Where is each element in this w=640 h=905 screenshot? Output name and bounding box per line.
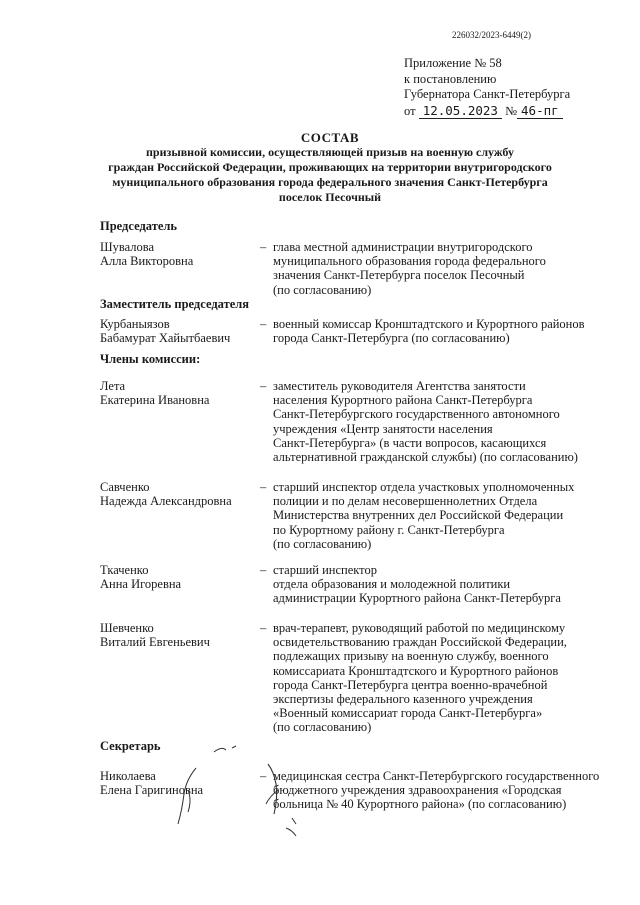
- person-position: [273, 480, 574, 551]
- position-line: врач-терапевт, руководящий работой по медицинскому: [273, 621, 566, 635]
- position-line: Санкт-Петербургского государственного автономного: [273, 407, 560, 422]
- person-position: [273, 240, 546, 297]
- person-name: [100, 317, 230, 345]
- date-prefix: от: [404, 103, 416, 118]
- appendix-line-2: к постановлению: [404, 71, 497, 86]
- position-line: альтернативной гражданской службы) (по согласованию): [273, 450, 578, 465]
- surname: Курбаныязов: [100, 317, 170, 331]
- title-heading: СОСТАВ: [300, 130, 360, 145]
- position-line: заместитель руководителя Агентства занятости: [273, 379, 526, 393]
- position-line: старший инспектор отдела участковых уполномоченных: [273, 480, 575, 494]
- position-line: больница № 40 Курортного района» (по согласованию): [273, 797, 567, 812]
- position-line: старший инспектор: [273, 563, 377, 577]
- appendix-line-1: Приложение № 58: [404, 56, 502, 70]
- given-names: Анна Игоревна: [100, 577, 182, 592]
- person-position: [273, 317, 585, 345]
- section-secretary: Секретарь: [100, 739, 161, 753]
- number-prefix: №: [505, 103, 518, 118]
- dash: –: [260, 240, 267, 254]
- position-line: экспертизы федерального казенного учреждения: [273, 692, 533, 707]
- position-line: военный комиссар Кронштадтского и Курортного районов: [273, 317, 585, 331]
- given-names: Бабамурат Хайытбаевич: [100, 331, 231, 346]
- person-position: [273, 769, 599, 812]
- position-line: администрации Курортного района Санкт-Петербурга: [273, 591, 561, 606]
- surname: Шувалова: [100, 240, 155, 254]
- person-position: [273, 621, 567, 735]
- given-names: Виталий Евгеньевич: [100, 635, 210, 650]
- dash: –: [260, 480, 267, 494]
- person-name: [100, 563, 181, 591]
- decree-date: 12.05.2023: [419, 103, 502, 119]
- document-number: 226032/2023-6449(2): [452, 30, 531, 40]
- given-names: Алла Викторовна: [100, 254, 194, 269]
- person-name: [100, 379, 209, 407]
- title-line-4: поселок Песочный: [278, 190, 382, 204]
- position-line: подлежащих призыву на военную службу, военного: [273, 649, 549, 664]
- position-line: (по согласованию): [273, 720, 372, 735]
- person-name: [100, 769, 203, 797]
- surname: Николаева: [100, 769, 156, 783]
- position-line: глава местной администрации внутригородского: [273, 240, 533, 254]
- person-name: [100, 621, 210, 649]
- person-name: [100, 240, 193, 268]
- dash: –: [260, 317, 267, 331]
- position-line: Санкт-Петербурга» (в части вопросов, касающихся: [273, 435, 547, 450]
- position-line: города Санкт-Петербурга центра военно-врачебной: [273, 677, 548, 692]
- position-line: значения Санкт-Петербурга поселок Песочный: [273, 268, 525, 283]
- position-line: полиции и по делам несовершеннолетних Отдела: [273, 494, 538, 509]
- title-line-2: граждан Российской Федерации, проживающих на территории внутригородского: [108, 160, 552, 174]
- position-line: медицинская сестра Санкт-Петербургского государственного: [273, 769, 600, 783]
- position-line: (по согласованию): [273, 282, 372, 297]
- given-names: Елена Гаригиновна: [100, 783, 204, 798]
- person-name: [100, 480, 232, 508]
- surname: Ткаченко: [100, 563, 149, 577]
- position-line: муниципального образования города федерального: [273, 254, 546, 269]
- surname: Савченко: [100, 480, 150, 494]
- section-members: Члены комиссии:: [100, 352, 201, 366]
- position-line: учреждения «Центр занятости населения: [273, 421, 493, 436]
- section-chairman: Председатель: [100, 219, 178, 233]
- appendix-date-line: [404, 103, 570, 120]
- section-deputy: Заместитель председателя: [100, 297, 250, 311]
- appendix-line-3: Губернатора Санкт-Петербурга: [404, 87, 571, 101]
- position-line: Министерства внутренних дел Российской Федерации: [273, 508, 564, 523]
- position-line: (по согласованию): [273, 536, 372, 551]
- dash: –: [260, 563, 267, 577]
- surname: Шевченко: [100, 621, 154, 635]
- position-line: города Санкт-Петербурга (по согласованию): [273, 331, 510, 346]
- appendix-block: [404, 56, 570, 119]
- position-line: бюджетного учреждения здравоохранения «Городская: [273, 783, 562, 798]
- dash: –: [260, 621, 267, 635]
- decree-number: 46-пг: [517, 103, 563, 119]
- given-names: Надежда Александровна: [100, 494, 232, 509]
- position-line: населения Курортного района Санкт-Петербурга: [273, 393, 533, 408]
- position-line: комиссариата Кронштадтского и Курортного районов: [273, 663, 559, 678]
- person-position: [273, 379, 578, 464]
- person-position: [273, 563, 561, 606]
- dash: –: [260, 379, 267, 393]
- dash: –: [260, 769, 267, 783]
- document-title: [60, 130, 600, 205]
- surname: Лета: [100, 379, 126, 393]
- title-line-1: призывной комиссии, осуществляющей призыв на военную службу: [146, 145, 514, 159]
- position-line: «Военный комиссариат города Санкт-Петербурга»: [273, 706, 543, 721]
- title-line-3: муниципального образования города федерального значения Санкт-Петербурга: [112, 175, 548, 189]
- position-line: отдела образования и молодежной политики: [273, 577, 511, 592]
- position-line: по Курортному району г. Санкт-Петербурга: [273, 522, 505, 537]
- position-line: освидетельствованию граждан Российской Федерации,: [273, 635, 567, 650]
- given-names: Екатерина Ивановна: [100, 393, 210, 408]
